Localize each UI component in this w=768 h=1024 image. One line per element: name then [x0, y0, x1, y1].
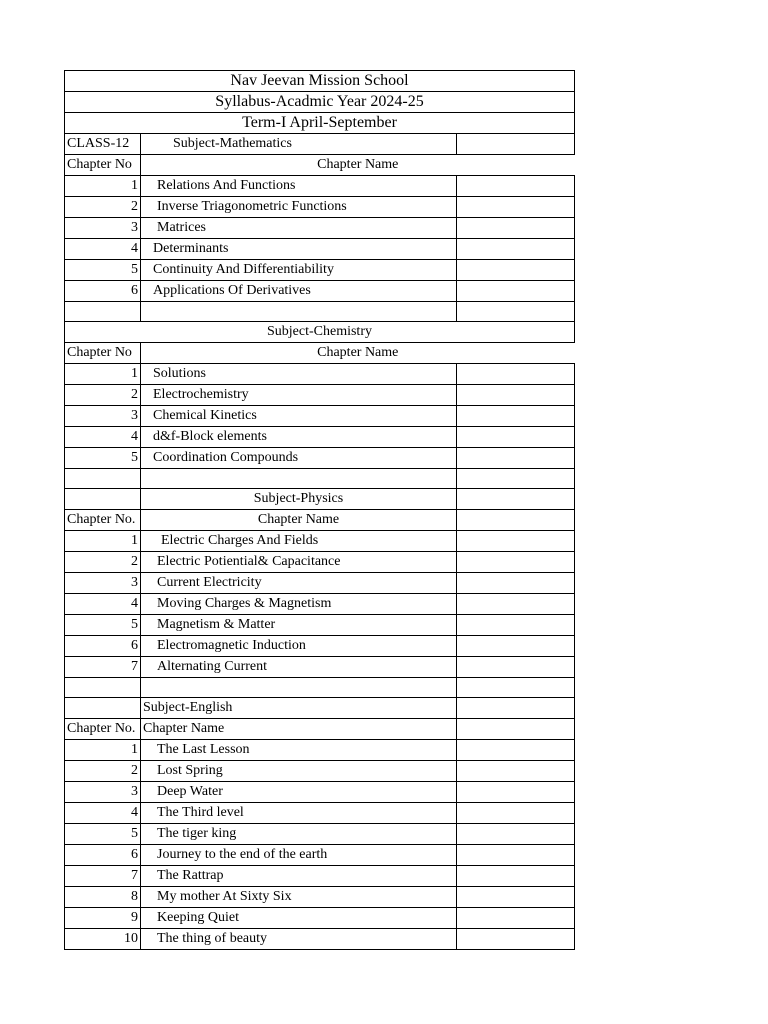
chapter-number: 5 — [65, 824, 141, 845]
subject-physics: Subject-Physics — [141, 489, 457, 510]
chapter-name: Electric Charges And Fields — [141, 531, 457, 552]
chapter-name: Moving Charges & Magnetism — [141, 594, 457, 615]
chapter-number: 4 — [65, 427, 141, 448]
chapter-row — [65, 845, 575, 866]
chapter-name: Electric Potiential& Capacitance — [141, 552, 457, 573]
chapter-number: 1 — [65, 531, 141, 552]
chapter-row — [65, 761, 575, 782]
chapter-name: The Rattrap — [141, 866, 457, 887]
chapter-row — [65, 824, 575, 845]
chapter-number: 2 — [65, 552, 141, 573]
term-title: Term-I April-September — [65, 113, 575, 134]
blank-row — [65, 678, 575, 698]
chapter-number: 6 — [65, 845, 141, 866]
chapter-number: 5 — [65, 615, 141, 636]
empty-cell — [457, 908, 575, 929]
empty-cell — [457, 866, 575, 887]
chapter-row — [65, 552, 575, 573]
empty-cell — [65, 678, 141, 698]
empty-cell — [457, 281, 575, 302]
chapter-number: 8 — [65, 887, 141, 908]
col-chapter-no: Chapter No — [65, 343, 141, 364]
empty-cell — [457, 448, 575, 469]
empty-cell — [457, 824, 575, 845]
syllabus-sheet — [64, 70, 574, 950]
chapter-name: Relations And Functions — [141, 176, 457, 197]
empty-cell — [457, 573, 575, 594]
chapter-row — [65, 887, 575, 908]
col-chapter-no: Chapter No — [65, 155, 141, 176]
empty-cell — [457, 740, 575, 761]
empty-cell — [457, 489, 575, 510]
chapter-number: 7 — [65, 657, 141, 678]
subject-row-english — [65, 698, 575, 719]
chapter-number: 6 — [65, 281, 141, 302]
chapter-name: Electrochemistry — [141, 385, 457, 406]
empty-cell — [457, 239, 575, 260]
syllabus-table — [64, 70, 575, 950]
chapter-row — [65, 385, 575, 406]
chapter-number: 3 — [65, 406, 141, 427]
chapter-name: Magnetism & Matter — [141, 615, 457, 636]
subject-row-physics — [65, 489, 575, 510]
chapter-row — [65, 197, 575, 218]
chapter-row — [65, 406, 575, 427]
empty-cell — [457, 510, 575, 531]
chapter-row — [65, 657, 575, 678]
chapter-row — [65, 448, 575, 469]
chapter-row — [65, 908, 575, 929]
class-row — [65, 134, 575, 155]
chapter-number: 5 — [65, 448, 141, 469]
chapter-name: Electromagnetic Induction — [141, 636, 457, 657]
header-row-mathematics — [65, 155, 575, 176]
empty-cell — [141, 302, 457, 322]
chapter-name: Determinants — [141, 239, 457, 260]
chapter-row — [65, 573, 575, 594]
chapter-row — [65, 782, 575, 803]
empty-cell — [457, 929, 575, 950]
empty-cell — [457, 531, 575, 552]
subject-mathematics: Subject-Mathematics — [141, 134, 457, 155]
chapter-number: 4 — [65, 803, 141, 824]
chapter-number: 2 — [65, 197, 141, 218]
empty-cell — [65, 469, 141, 489]
header-row-english — [65, 719, 575, 740]
blank-row — [65, 469, 575, 489]
subject-english: Subject-English — [141, 698, 457, 719]
col-chapter-name: Chapter Name — [141, 155, 575, 176]
chapter-name: My mother At Sixty Six — [141, 887, 457, 908]
empty-cell — [457, 761, 575, 782]
chapter-name: Continuity And Differentiability — [141, 260, 457, 281]
school-name: Nav Jeevan Mission School — [65, 71, 575, 92]
chapter-number: 3 — [65, 782, 141, 803]
chapter-row — [65, 176, 575, 197]
empty-cell — [457, 469, 575, 489]
term-row — [65, 113, 575, 134]
chapter-name: The thing of beauty — [141, 929, 457, 950]
empty-cell — [141, 678, 457, 698]
empty-cell — [457, 887, 575, 908]
empty-cell — [457, 636, 575, 657]
empty-cell — [65, 302, 141, 322]
chapter-name: Coordination Compounds — [141, 448, 457, 469]
empty-cell — [141, 469, 457, 489]
chapter-row — [65, 427, 575, 448]
chapter-name: Journey to the end of the earth — [141, 845, 457, 866]
empty-cell — [457, 552, 575, 573]
empty-cell — [457, 197, 575, 218]
header-row-chemistry — [65, 343, 575, 364]
empty-cell — [457, 657, 575, 678]
chapter-name: Inverse Triagonometric Functions — [141, 197, 457, 218]
chapter-number: 6 — [65, 636, 141, 657]
chapter-number: 4 — [65, 239, 141, 260]
chapter-number: 9 — [65, 908, 141, 929]
chapter-number: 10 — [65, 929, 141, 950]
chapter-row — [65, 740, 575, 761]
empty-cell — [457, 719, 575, 740]
col-chapter-no: Chapter No. — [65, 719, 141, 740]
chapter-name: Applications Of Derivatives — [141, 281, 457, 302]
chapter-name: The Third level — [141, 803, 457, 824]
chapter-number: 1 — [65, 176, 141, 197]
chapter-row — [65, 281, 575, 302]
chapter-number: 1 — [65, 364, 141, 385]
chapter-row — [65, 239, 575, 260]
col-chapter-name: Chapter Name — [141, 719, 457, 740]
subject-row-chemistry — [65, 322, 575, 343]
chapter-row — [65, 531, 575, 552]
empty-cell — [457, 364, 575, 385]
col-chapter-no: Chapter No. — [65, 510, 141, 531]
empty-cell — [457, 134, 575, 155]
chapter-number: 7 — [65, 866, 141, 887]
chapter-name: Keeping Quiet — [141, 908, 457, 929]
chapter-number: 4 — [65, 594, 141, 615]
empty-cell — [457, 218, 575, 239]
chapter-name: Current Electricity — [141, 573, 457, 594]
header-row-physics — [65, 510, 575, 531]
empty-cell — [457, 260, 575, 281]
chapter-name: d&f-Block elements — [141, 427, 457, 448]
empty-cell — [457, 406, 575, 427]
empty-cell — [457, 385, 575, 406]
chapter-number: 3 — [65, 218, 141, 239]
chapter-number: 1 — [65, 740, 141, 761]
chapter-number: 2 — [65, 761, 141, 782]
chapter-row — [65, 636, 575, 657]
empty-cell — [457, 845, 575, 866]
syllabus-row — [65, 92, 575, 113]
chapter-name: Chemical Kinetics — [141, 406, 457, 427]
chapter-row — [65, 615, 575, 636]
chapter-row — [65, 866, 575, 887]
chapter-row — [65, 929, 575, 950]
chapter-row — [65, 218, 575, 239]
empty-cell — [457, 698, 575, 719]
empty-cell — [65, 698, 141, 719]
chapter-name: The Last Lesson — [141, 740, 457, 761]
chapter-row — [65, 260, 575, 281]
chapter-name: Matrices — [141, 218, 457, 239]
subject-chemistry: Subject-Chemistry — [65, 322, 575, 343]
school-row — [65, 71, 575, 92]
chapter-name: The tiger king — [141, 824, 457, 845]
empty-cell — [457, 615, 575, 636]
empty-cell — [457, 803, 575, 824]
col-chapter-name: Chapter Name — [141, 510, 457, 531]
chapter-row — [65, 594, 575, 615]
chapter-number: 5 — [65, 260, 141, 281]
chapter-row — [65, 803, 575, 824]
chapter-number: 3 — [65, 573, 141, 594]
empty-cell — [457, 678, 575, 698]
empty-cell — [457, 302, 575, 322]
empty-cell — [457, 176, 575, 197]
empty-cell — [65, 489, 141, 510]
chapter-name: Lost Spring — [141, 761, 457, 782]
class-label: CLASS-12 — [65, 134, 141, 155]
blank-row — [65, 302, 575, 322]
col-chapter-name: Chapter Name — [141, 343, 575, 364]
chapter-name: Deep Water — [141, 782, 457, 803]
chapter-name: Solutions — [141, 364, 457, 385]
chapter-row — [65, 364, 575, 385]
empty-cell — [457, 594, 575, 615]
empty-cell — [457, 427, 575, 448]
syllabus-title: Syllabus-Acadmic Year 2024-25 — [65, 92, 575, 113]
chapter-number: 2 — [65, 385, 141, 406]
chapter-name: Alternating Current — [141, 657, 457, 678]
empty-cell — [457, 782, 575, 803]
